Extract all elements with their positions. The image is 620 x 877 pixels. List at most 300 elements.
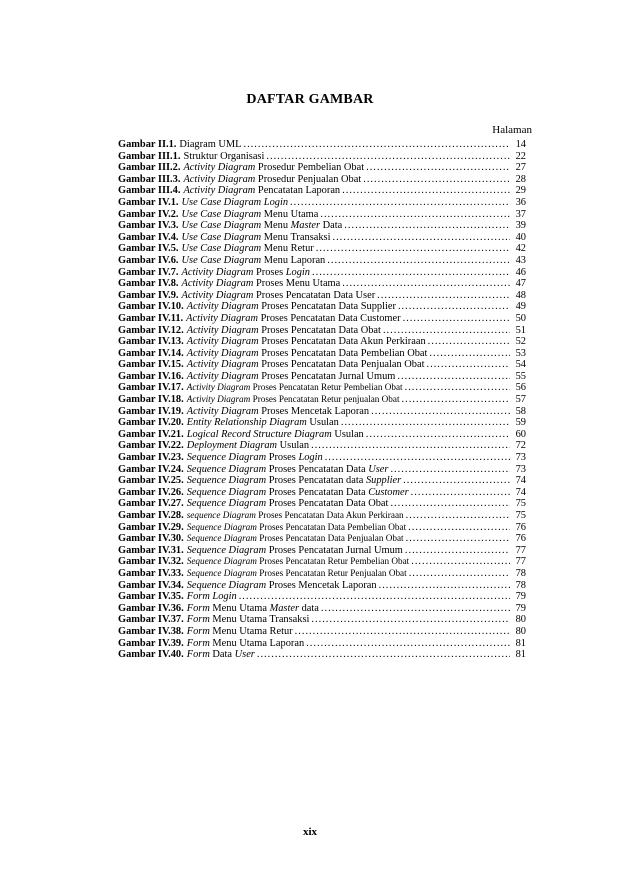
figure-caption xyxy=(187,649,255,661)
caption-italic-part: Use Case Diagram xyxy=(181,231,262,243)
toc-entry xyxy=(118,197,526,209)
toc-entry xyxy=(118,162,526,174)
dot-leader xyxy=(363,174,510,186)
figure-caption xyxy=(187,348,428,360)
page-title: DAFTAR GAMBAR xyxy=(246,92,374,107)
page-ref: 37 xyxy=(515,208,526,220)
figure-label: Gambar IV.17. xyxy=(118,382,184,394)
figure-label: Gambar IV.4. xyxy=(118,231,179,243)
toc-entry xyxy=(118,556,526,568)
toc-entry xyxy=(118,348,526,360)
toc-entry xyxy=(118,487,526,499)
caption-part: Prosedur Pembelian Obat xyxy=(255,162,365,174)
toc-entry xyxy=(118,591,526,603)
caption-part: Menu xyxy=(261,220,291,232)
caption-italic-part: Sequence Diagram xyxy=(186,579,267,591)
caption-italic-part: Form xyxy=(186,602,210,614)
figure-label: Gambar IV.20. xyxy=(118,417,184,429)
figure-caption xyxy=(187,487,409,499)
figure-caption xyxy=(187,464,389,476)
caption-part: Proses Pencatatan Retur Penjualan Obat xyxy=(256,567,407,578)
page-ref: 50 xyxy=(515,312,526,324)
dot-leader xyxy=(405,382,510,394)
dot-leader xyxy=(325,452,510,464)
dot-leader xyxy=(377,290,510,302)
dot-leader xyxy=(405,545,510,557)
page-ref: 80 xyxy=(515,614,526,626)
caption-italic-part: Use Case Diagram xyxy=(181,208,262,220)
caption-italic-part: Use Case Diagram Login xyxy=(181,196,289,208)
toc-entry xyxy=(118,371,526,383)
figure-caption xyxy=(187,336,426,348)
page-ref: 78 xyxy=(515,567,526,579)
page-ref: 74 xyxy=(515,475,526,487)
figure-caption xyxy=(182,197,289,209)
dot-leader xyxy=(341,417,510,429)
caption-part: Proses xyxy=(253,266,286,278)
figure-caption xyxy=(183,151,264,163)
caption-italic-part: Logical Record Structure Diagram xyxy=(186,428,332,440)
caption-italic-part: Form xyxy=(186,637,210,649)
figure-caption xyxy=(187,452,323,464)
figure-label: Gambar IV.30. xyxy=(118,533,184,545)
figure-label: Gambar IV.9. xyxy=(118,289,179,301)
figure-caption xyxy=(183,185,340,197)
dot-leader xyxy=(311,614,510,626)
figure-label: Gambar IV.12. xyxy=(118,324,184,336)
page-ref: 47 xyxy=(515,278,526,290)
figure-label: Gambar IV.22. xyxy=(118,440,184,452)
caption-part: Proses Pencatatan Retur Pembelian Obat xyxy=(256,556,410,567)
page-ref: 76 xyxy=(515,521,526,533)
caption-italic-part: Use Case Diagram xyxy=(181,243,262,255)
figure-label: Gambar IV.34. xyxy=(118,579,184,591)
caption-part: Menu Utama xyxy=(209,602,270,614)
caption-italic-part: Login xyxy=(285,266,310,278)
caption-part: Proses Pencatatan Jurnal Umum xyxy=(266,544,403,556)
toc-entry xyxy=(118,313,526,325)
toc-entry xyxy=(118,139,526,151)
figure-label: Gambar IV.24. xyxy=(118,463,184,475)
page-ref: 58 xyxy=(515,405,526,417)
page-ref: 40 xyxy=(515,231,526,243)
figure-label: Gambar IV.21. xyxy=(118,428,184,440)
figure-label: Gambar IV.39. xyxy=(118,637,184,649)
figure-caption xyxy=(187,568,407,580)
dot-leader xyxy=(403,475,510,487)
dot-leader xyxy=(239,591,510,603)
caption-italic-part: User xyxy=(368,463,389,475)
caption-part: Prosedur Penjualan Obat xyxy=(255,173,362,185)
dot-leader xyxy=(320,209,510,221)
caption-part: Proses Pencatatan Jurnal Umum xyxy=(258,370,396,382)
page-number: xix xyxy=(302,826,318,838)
caption-italic-part: Sequence Diagram xyxy=(186,521,257,532)
page-ref: 77 xyxy=(515,556,526,568)
figure-label: Gambar III.3. xyxy=(118,173,181,185)
page-ref: 43 xyxy=(515,254,526,266)
figure-caption xyxy=(187,440,309,452)
page-ref: 57 xyxy=(515,394,526,406)
figure-caption xyxy=(182,209,319,221)
toc-entry xyxy=(118,440,526,452)
dot-leader xyxy=(402,394,510,406)
caption-italic-part: Form xyxy=(186,649,210,661)
figure-label: Gambar IV.37. xyxy=(118,614,184,626)
caption-part: Usulan xyxy=(277,440,310,452)
figure-label: Gambar IV.29. xyxy=(118,521,184,533)
page-ref: 73 xyxy=(515,463,526,475)
toc-entry xyxy=(118,174,526,186)
dot-leader xyxy=(406,510,510,522)
dot-leader xyxy=(383,325,510,337)
caption-part: Data xyxy=(320,220,343,232)
figure-caption xyxy=(187,510,404,522)
caption-italic-part: Entity Relationship Diagram xyxy=(186,417,307,429)
toc-entry xyxy=(118,290,526,302)
caption-italic-part: Activity Diagram xyxy=(186,301,259,313)
caption-part: Usulan xyxy=(331,428,364,440)
figure-caption xyxy=(187,626,293,638)
figure-caption xyxy=(187,533,404,545)
caption-part: Proses Pencatatan Data Supplier xyxy=(258,301,396,313)
toc-entry xyxy=(118,406,526,418)
page-ref: 48 xyxy=(515,289,526,301)
caption-italic-part: Activity Diagram xyxy=(186,394,251,405)
figure-caption xyxy=(187,545,403,557)
caption-italic-part: Sequence Diagram xyxy=(186,544,267,556)
caption-italic-part: Sequence Diagram xyxy=(186,475,267,487)
page-ref: 55 xyxy=(515,370,526,382)
figure-label: Gambar IV.8. xyxy=(118,278,179,290)
page-ref: 29 xyxy=(515,185,526,197)
toc-entry xyxy=(118,267,526,279)
page-ref: 79 xyxy=(515,591,526,603)
toc-entry xyxy=(118,209,526,221)
figure-caption xyxy=(182,278,341,290)
figure-label: Gambar IV.18. xyxy=(118,394,184,406)
figure-label: Gambar IV.32. xyxy=(118,556,184,568)
toc-entry xyxy=(118,649,526,661)
figure-label: Gambar IV.16. xyxy=(118,370,184,382)
dot-leader xyxy=(390,464,510,476)
dot-leader xyxy=(342,185,510,197)
caption-italic-part: Activity Diagram xyxy=(183,162,256,174)
figure-caption xyxy=(179,139,241,151)
dot-leader xyxy=(344,220,510,232)
caption-part: Proses Pencatatan Data Pembelian Obat xyxy=(256,521,407,532)
page-ref: 76 xyxy=(515,533,526,545)
caption-part: Proses Pencatatan Retur penjualan Obat xyxy=(250,394,400,405)
caption-part: Proses Pencatatan Data Pembelian Obat xyxy=(258,347,428,359)
caption-italic-part: Login xyxy=(298,452,323,464)
figure-caption xyxy=(187,301,396,313)
figure-label: Gambar IV.15. xyxy=(118,359,184,371)
figure-label: Gambar IV.38. xyxy=(118,625,184,637)
figure-caption xyxy=(187,614,310,626)
toc-entry xyxy=(118,522,526,534)
toc-entry xyxy=(118,359,526,371)
page-ref: 49 xyxy=(515,301,526,313)
dot-leader xyxy=(403,313,510,325)
caption-part: Menu Transaksi xyxy=(261,231,331,243)
figure-label: Gambar IV.2. xyxy=(118,208,179,220)
toc-entry xyxy=(118,278,526,290)
figure-caption xyxy=(182,243,314,255)
caption-italic-part: Activity Diagram xyxy=(183,185,256,197)
dot-leader xyxy=(408,522,510,534)
toc-entry xyxy=(118,325,526,337)
caption-italic-part: Deployment Diagram xyxy=(186,440,278,452)
figure-label: Gambar IV.27. xyxy=(118,498,184,510)
toc-entry xyxy=(118,417,526,429)
figure-caption xyxy=(187,359,425,371)
dot-leader xyxy=(321,603,510,615)
dot-leader xyxy=(295,626,510,638)
toc-entry xyxy=(118,394,526,406)
page-ref: 53 xyxy=(515,347,526,359)
figure-caption xyxy=(187,371,396,383)
dot-leader xyxy=(411,487,510,499)
caption-italic-part: Activity Diagram xyxy=(186,336,259,348)
page-ref: 46 xyxy=(515,266,526,278)
dot-leader xyxy=(409,568,510,580)
dot-leader xyxy=(257,649,510,661)
toc-entry xyxy=(118,545,526,557)
page-ref: 42 xyxy=(515,243,526,255)
caption-part: data xyxy=(299,602,319,614)
caption-part: Proses Pencatatan Data Penjualan Obat xyxy=(258,359,425,371)
caption-italic-part: Sequence Diagram xyxy=(186,463,267,475)
caption-italic-part: Activity Diagram xyxy=(181,289,254,301)
caption-italic-part: Sequence Diagram xyxy=(186,498,267,510)
page-ref: 54 xyxy=(515,359,526,371)
page-ref: 81 xyxy=(515,637,526,649)
dot-leader xyxy=(327,255,510,267)
figure-caption xyxy=(187,556,410,568)
toc-entry xyxy=(118,614,526,626)
toc-entry xyxy=(118,626,526,638)
toc-entry xyxy=(118,220,526,232)
figure-label: Gambar IV.33. xyxy=(118,567,184,579)
page-ref: 36 xyxy=(515,196,526,208)
caption-part: Proses Pencatatan Data Obat xyxy=(266,498,389,510)
page-ref: 22 xyxy=(515,150,526,162)
dot-leader xyxy=(397,371,510,383)
figure-label: Gambar IV.25. xyxy=(118,475,184,487)
page-ref: 59 xyxy=(515,417,526,429)
figure-caption xyxy=(187,382,403,394)
caption-italic-part: Use Case Diagram xyxy=(181,220,262,232)
caption-italic-part: Activity Diagram xyxy=(186,405,259,417)
figure-caption xyxy=(182,255,326,267)
caption-italic-part: Form xyxy=(186,625,210,637)
figure-caption xyxy=(187,580,377,592)
caption-part: Diagram UML xyxy=(179,139,242,150)
page-ref: 77 xyxy=(515,544,526,556)
figure-label: Gambar IV.31. xyxy=(118,544,184,556)
page-ref: 72 xyxy=(515,440,526,452)
caption-italic-part: Activity Diagram xyxy=(186,347,259,359)
figure-label: Gambar IV.36. xyxy=(118,602,184,614)
page-ref: 81 xyxy=(515,649,526,661)
dot-leader xyxy=(312,267,510,279)
toc-entry xyxy=(118,475,526,487)
caption-part: Proses Pencatatan Data xyxy=(266,463,369,475)
toc-entry xyxy=(118,498,526,510)
caption-italic-part: Activity Diagram xyxy=(183,173,256,185)
caption-italic-part: Master xyxy=(290,220,321,232)
caption-italic-part: Activity Diagram xyxy=(186,382,251,393)
figure-caption xyxy=(187,406,369,418)
page-ref: 27 xyxy=(515,162,526,174)
figure-caption xyxy=(186,313,400,325)
dot-leader xyxy=(390,498,510,510)
dot-leader xyxy=(429,348,510,360)
caption-part: Menu Retur xyxy=(261,243,314,255)
figure-caption xyxy=(187,603,319,615)
toc-entry xyxy=(118,452,526,464)
toc-entry xyxy=(118,185,526,197)
toc-entry xyxy=(118,464,526,476)
figure-label: Gambar IV.26. xyxy=(118,486,184,498)
caption-part: Proses Pencatatan Data Akun Perkiraan xyxy=(255,510,404,520)
caption-italic-part: Activity Diagram xyxy=(181,278,254,290)
figure-caption xyxy=(187,394,400,406)
figure-label: Gambar III.2. xyxy=(118,162,181,174)
caption-part: Proses Pencatatan Data Penjualan Obat xyxy=(256,533,404,544)
page-ref: 39 xyxy=(515,220,526,232)
caption-part: Proses xyxy=(266,452,299,464)
page-ref: 52 xyxy=(515,336,526,348)
toc-entry xyxy=(118,580,526,592)
page-ref: 60 xyxy=(515,428,526,440)
caption-italic-part: Form xyxy=(186,614,210,626)
toc-entry xyxy=(118,510,526,522)
caption-part: Proses Pencatatan Data Akun Perkiraan xyxy=(258,336,426,348)
caption-italic-part: Customer xyxy=(368,486,409,498)
page-column-header: Halaman xyxy=(492,124,532,136)
figure-label: Gambar IV.35. xyxy=(118,591,184,603)
figure-caption xyxy=(182,220,343,232)
caption-part: Proses Pencatatan Data User xyxy=(253,289,376,301)
figure-label: Gambar IV.28. xyxy=(118,510,184,521)
caption-part: Data xyxy=(209,649,235,661)
figure-caption xyxy=(183,174,361,186)
page-ref: 80 xyxy=(515,625,526,637)
figure-caption xyxy=(187,429,364,441)
figure-label: Gambar IV.10. xyxy=(118,301,184,313)
page-ref: 28 xyxy=(515,173,526,185)
figure-caption xyxy=(187,591,237,603)
toc-entry xyxy=(118,603,526,615)
caption-part: Proses Mencetak Laporan xyxy=(258,405,370,417)
figure-caption xyxy=(182,267,310,279)
page-ref: 75 xyxy=(515,510,526,521)
dot-leader xyxy=(342,278,510,290)
toc-entry xyxy=(118,638,526,650)
caption-italic-part: Activity Diagram xyxy=(186,324,259,336)
figure-label: Gambar IV.6. xyxy=(118,254,179,266)
page-ref: 79 xyxy=(515,602,526,614)
figure-label: Gambar IV.23. xyxy=(118,452,184,464)
figure-label: Gambar II.1. xyxy=(118,139,177,150)
dot-leader xyxy=(411,556,510,568)
caption-part: Menu Utama Transaksi xyxy=(209,614,310,626)
figure-label: Gambar IV.40. xyxy=(118,649,184,661)
dot-leader xyxy=(366,162,510,174)
caption-part: Struktur Organisasi xyxy=(183,150,265,162)
caption-italic-part: Form Login xyxy=(186,591,237,603)
page-ref: 78 xyxy=(515,579,526,591)
figure-caption xyxy=(182,232,331,244)
toc-entry xyxy=(118,336,526,348)
figure-caption xyxy=(187,417,339,429)
caption-part: Menu Utama Laporan xyxy=(209,637,305,649)
caption-part: Proses Pencatatan Data Customer xyxy=(258,312,401,324)
list-of-figures xyxy=(118,139,526,661)
dot-leader xyxy=(406,533,510,545)
caption-italic-part: Activity Diagram xyxy=(181,266,254,278)
dot-leader xyxy=(243,139,510,151)
page-ref: 14 xyxy=(515,139,526,150)
dot-leader xyxy=(332,232,510,244)
caption-italic-part: Activity Diagram xyxy=(186,312,259,324)
figure-label: Gambar IV.19. xyxy=(118,405,184,417)
caption-part: Proses Pencatatan Data Obat xyxy=(258,324,381,336)
page-ref: 75 xyxy=(515,498,526,510)
toc-entry xyxy=(118,533,526,545)
caption-part: Usulan xyxy=(306,417,339,429)
caption-italic-part: sequence Diagram xyxy=(186,510,256,520)
toc-entry xyxy=(118,301,526,313)
dot-leader xyxy=(311,440,510,452)
caption-part: Proses Mencetak Laporan xyxy=(266,579,377,591)
caption-italic-part: Activity Diagram xyxy=(186,370,259,382)
dot-leader xyxy=(398,301,510,313)
toc-entry xyxy=(118,429,526,441)
figure-label: Gambar IV.7. xyxy=(118,266,179,278)
caption-italic-part: Sequence Diagram xyxy=(186,533,257,544)
dot-leader xyxy=(306,638,510,650)
page-ref: 56 xyxy=(515,382,526,394)
caption-part: Proses Pencatatan data xyxy=(266,475,366,487)
caption-italic-part: Sequence Diagram xyxy=(186,556,257,567)
dot-leader xyxy=(266,151,510,163)
figure-caption xyxy=(187,522,406,534)
figure-label: Gambar III.4. xyxy=(118,185,181,197)
toc-entry xyxy=(118,151,526,163)
caption-italic-part: User xyxy=(234,649,255,661)
dot-leader xyxy=(379,580,510,592)
dot-leader xyxy=(371,406,510,418)
dot-leader xyxy=(428,336,510,348)
toc-entry xyxy=(118,243,526,255)
figure-caption xyxy=(182,290,376,302)
caption-italic-part: Sequence Diagram xyxy=(186,452,267,464)
caption-part: Pencatatan Laporan xyxy=(255,185,341,197)
caption-italic-part: Supplier xyxy=(365,475,402,487)
caption-italic-part: Sequence Diagram xyxy=(186,486,267,498)
caption-part: Proses Pencatatan Data xyxy=(266,486,369,498)
dot-leader xyxy=(316,243,510,255)
figure-label: Gambar IV.13. xyxy=(118,336,184,348)
figure-caption xyxy=(187,475,401,487)
caption-part: Menu Laporan xyxy=(261,254,326,266)
toc-entry xyxy=(118,255,526,267)
caption-italic-part: Use Case Diagram xyxy=(181,254,262,266)
page-ref: 73 xyxy=(515,452,526,464)
